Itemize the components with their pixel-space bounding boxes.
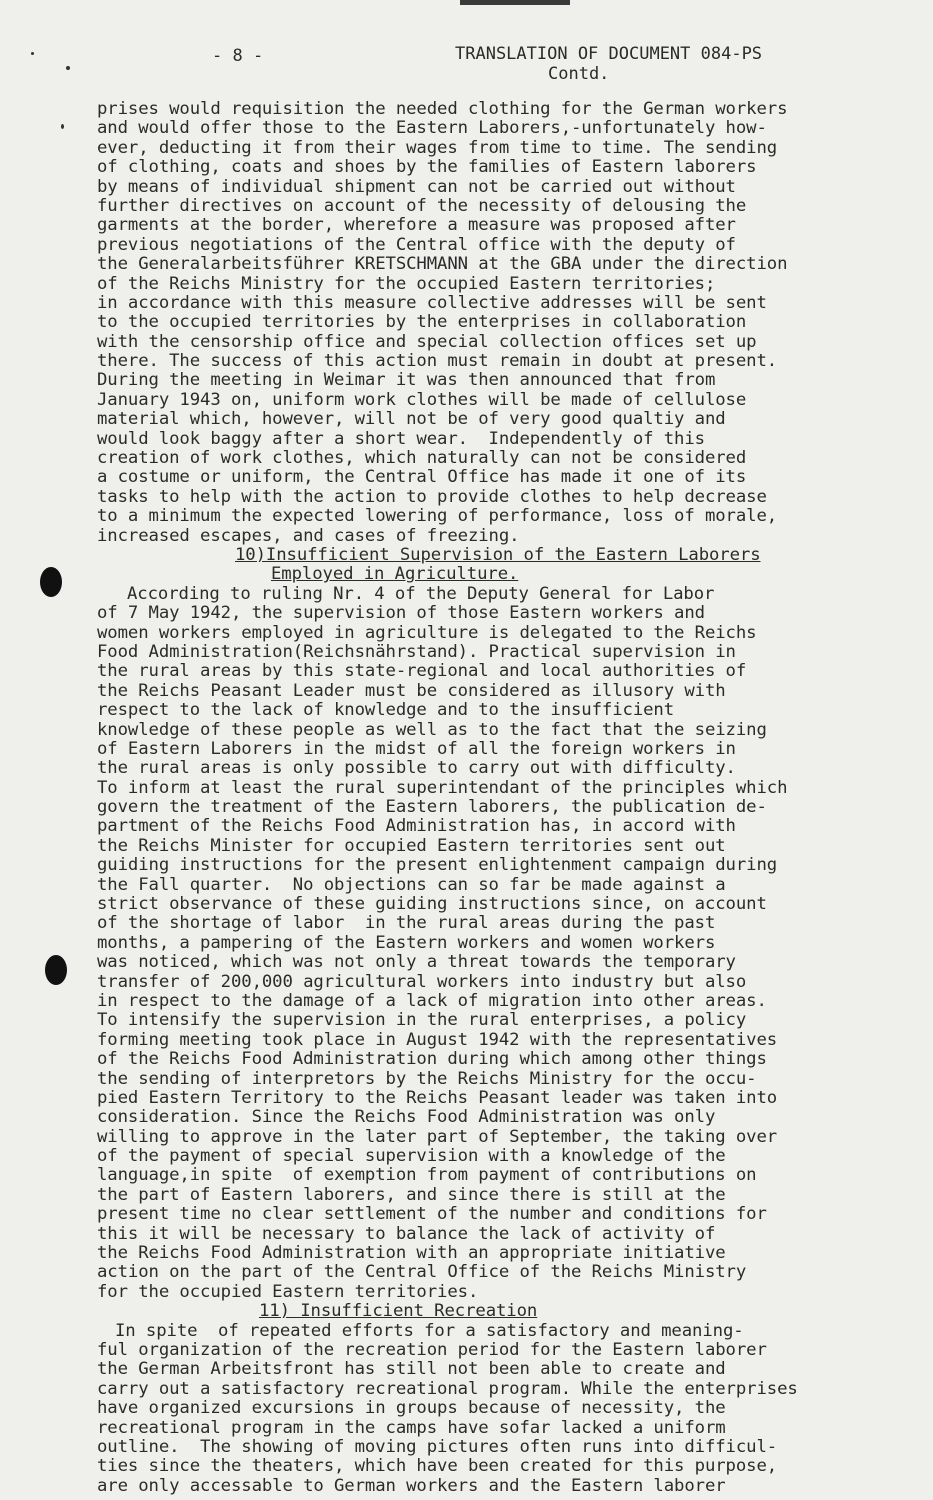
text-line: carry out a satisfactory recreational program. While the enterprises <box>97 1378 798 1399</box>
text-line: of the shortage of labor in the rural areas during the past <box>97 913 716 934</box>
text-line: recreational program in the camps have sofar lacked a uniform <box>97 1417 726 1438</box>
text-line: increased escapes, and cases of freezing. <box>97 525 520 546</box>
punch-hole-upper <box>40 567 62 597</box>
text-line: garments at the border, wherefore a measure was proposed after <box>97 215 736 236</box>
text-line: consideration. Since the Reichs Food Administration was only <box>97 1107 716 1128</box>
text-line: was noticed, which was not only a threat towards the temporary <box>97 952 736 973</box>
text-line: of Eastern Laborers in the midst of all the foreign workers in <box>97 738 736 759</box>
text-line: present time no clear settlement of the number and conditions for <box>97 1204 767 1225</box>
text-line: of the Reichs Ministry for the occupied Eastern territories; <box>97 273 716 294</box>
text-line: the rural areas by this state-regional and local authorities of <box>97 661 747 682</box>
text-line: of the payment of special supervision with a knowledge of the <box>97 1146 726 1167</box>
text-line: transfer of 200,000 agricultural workers into industry but also <box>97 971 747 992</box>
text-line: this it will be necessary to balance the lack of activity of <box>97 1223 716 1244</box>
text-line: ful organization of the recreation period for the Eastern laborer <box>97 1340 767 1360</box>
text-line: strict observance of these guiding instructions since, on account <box>97 894 767 915</box>
continued-label: Contd. <box>548 64 610 84</box>
text-line: Food Administration(Reichsnährstand). Practical supervision in <box>97 641 736 662</box>
section-heading: 10)Insufficient Supervision of the Eastern Laborers <box>235 544 761 565</box>
text-line: material which, however, will not be of very good qualtiy and <box>97 409 726 430</box>
text-line: women workers employed in agriculture is delegated to the Reichs <box>97 622 757 643</box>
text-line: the Reichs Minister for occupied Eastern territories sent out <box>97 835 726 856</box>
text-line: To intensify the supervision in the rural enterprises, a policy <box>97 1010 747 1031</box>
text-line: the rural areas is only possible to carry out with difficulty. <box>97 758 736 779</box>
text-line: with the censorship office and special collection offices set up <box>97 331 757 352</box>
text-line: knowledge of these people as well as to the fact that the seizing <box>97 719 767 740</box>
text-line: of 7 May 1942, the supervision of those Eastern workers and <box>97 603 705 624</box>
text-line: a costume or uniform, the Central Office has made it one of its <box>97 467 747 488</box>
text-line: previous negotiations of the Central office with the deputy of <box>97 234 736 255</box>
document-body <box>97 100 897 1496</box>
section-heading: 11) Insufficient Recreation <box>259 1301 538 1322</box>
text-line: tasks to help with the action to provide clothes to help decrease <box>97 486 767 507</box>
text-line: During the meeting in Weimar it was then announced that from <box>97 370 716 391</box>
text-line: of clothing, coats and shoes by the families of Eastern laborers <box>97 157 757 178</box>
text-line: According to ruling Nr. 4 of the Deputy General for Labor <box>127 583 715 604</box>
text-line: there. The success of this action must remain in doubt at present. <box>97 351 778 372</box>
text-line: in accordance with this measure collective addresses will be sent <box>97 292 767 313</box>
text-line: action on the part of the Central Office of the Reichs Ministry <box>97 1262 747 1283</box>
text-line: the part of Eastern laborers, and since there is still at the <box>97 1184 726 1205</box>
text-line: in respect to the damage of a lack of migration into other areas. <box>97 990 767 1011</box>
text-line: the German Arbeitsfront has still not been able to create and <box>97 1359 726 1380</box>
text-line: by means of individual shipment can not be carried out without <box>97 176 736 197</box>
text-line: and would offer those to the Eastern Laborers,-unfortunately how- <box>97 118 767 139</box>
top-edge-mark <box>460 0 570 5</box>
text-line: the Fall quarter. No objections can so far be made against a <box>97 874 726 895</box>
text-line: January 1943 on, uniform work clothes will be made of cellulose <box>97 389 747 410</box>
text-line: willing to approve in the later part of September, the taking over <box>97 1126 778 1147</box>
text-line: to the occupied territories by the enterprises in collaboration <box>97 312 747 333</box>
text-line: pied Eastern Territory to the Reichs Peasant leader was taken into <box>97 1087 778 1108</box>
speck <box>61 124 64 129</box>
text-line: creation of work clothes, which naturally can not be considered <box>97 448 747 469</box>
document-title: TRANSLATION OF DOCUMENT 084-PS <box>455 44 763 64</box>
text-line: ties since the theaters, which have been created for this purpose, <box>97 1456 778 1477</box>
text-line: govern the treatment of the Eastern laborers, the publication de- <box>97 797 767 818</box>
page-number: - 8 - <box>212 46 264 66</box>
document-header <box>0 44 933 88</box>
text-line: further directives on account of the necessity of delousing the <box>97 195 747 216</box>
text-line: forming meeting took place in August 1942 with the representatives <box>97 1029 778 1050</box>
text-line: partment of the Reichs Food Administration has, in accord with <box>97 816 736 837</box>
text-line: for the occupied Eastern territories. <box>97 1281 479 1302</box>
text-line: the sending of interpretors by the Reichs Ministry for the occu- <box>97 1068 757 1089</box>
text-line: guiding instructions for the present enlightenment campaign during <box>97 855 778 876</box>
text-line: In spite of repeated efforts for a satisfactory and meaning- <box>115 1320 744 1341</box>
punch-hole-lower <box>45 955 67 985</box>
section-heading: Employed in Agriculture. <box>271 564 519 585</box>
text-line: the Reichs Peasant Leader must be considered as illusory with <box>97 680 726 701</box>
text-line: respect to the lack of knowledge and to the insufficient <box>97 700 675 721</box>
text-line: ever, deducting it from their wages from time to time. The sending <box>97 137 778 158</box>
text-line: would look baggy after a short wear. Independently of this <box>97 428 705 449</box>
text-line: months, a pampering of the Eastern workers and women workers <box>97 932 716 953</box>
text-line: the Generalarbeitsführer KRETSCHMANN at the GBA under the direction <box>97 254 788 275</box>
text-line: the Reichs Food Administration with an appropriate initiative <box>97 1243 726 1264</box>
text-line: prises would requisition the needed clothing for the German workers <box>97 99 788 119</box>
text-line: to a minimum the expected lowering of performance, loss of morale, <box>97 506 778 527</box>
text-line: outline. The showing of moving pictures often runs into difficul- <box>97 1436 778 1457</box>
text-line: of the Reichs Food Administration during which among other things <box>97 1049 767 1070</box>
text-line: are only accessable to German workers and the Eastern laborer <box>97 1475 726 1496</box>
text-line: To inform at least the rural superintendant of the principles which <box>97 777 788 798</box>
text-line: language,in spite of exemption from payment of contributions on <box>97 1165 757 1186</box>
text-line: have organized excursions in groups because of necessity, the <box>97 1398 726 1419</box>
